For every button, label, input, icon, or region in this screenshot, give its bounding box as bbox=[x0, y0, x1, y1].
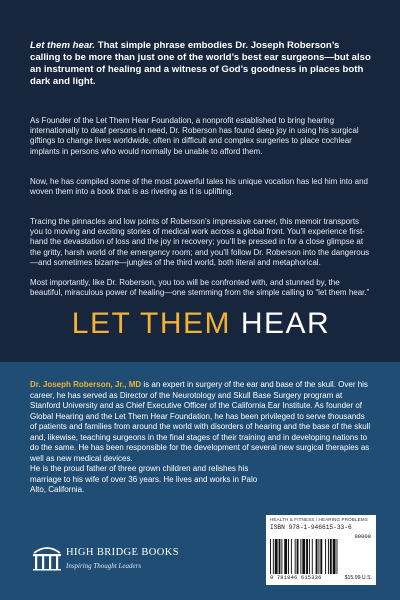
author-bio-personal: He is the proud father of three grown children and relishes his marriage to his wife of over 36 years. He lives and works in Palo Alto, California. bbox=[30, 464, 258, 494]
description-paragraph: Most importantly, like Dr. Roberson, you too will be confronted with, and stunned by, the beautiful, miraculous power of healing—one stemming from the simple calling to “let them hear.” bbox=[30, 278, 370, 298]
description-paragraph: Now, he has compiled some of the most powerful tales his unique vocation has led him into and woven them into a book that is as riveting as it is uplifting. bbox=[30, 177, 368, 197]
barcode-digits: 9 781946 615336 bbox=[270, 575, 322, 581]
author-bio bbox=[30, 380, 372, 496]
publisher-logo bbox=[32, 541, 192, 581]
price-code: 90000 bbox=[354, 533, 371, 540]
lead-paragraph bbox=[30, 40, 372, 88]
book-price: $15.99 U.S. bbox=[344, 575, 372, 581]
author-name: Dr. Joseph Roberson, Jr., MD bbox=[30, 380, 142, 389]
author-bio-text: is an expert in surgery of the ear and base of the skull. Over his career, he has served as Director of the Neurotology and Skull Base Surgery program at Stanford University and as Chief Executive Officer of the California Ear Institute. As founder of Global Hearing and the Let Them Hear Foundation, he has been privileged to serve thousands of patients and families from around the world with disorders of hearing and the base of the skull and, likewise, teaching surgeons in the final stages of their training and in developing nations to do the same. He has been responsible for the development of several new surgical therapies as well as new medical devices. bbox=[30, 380, 371, 463]
lead-emphasis: Let them hear. bbox=[30, 40, 96, 51]
description-paragraph: As Founder of the Let Them Hear Foundation, a nonprofit established to bring hearing internationally to deaf persons in need, Dr. Roberson has found deep joy in using his surgical giftings to change lives worldwide, often in difficult and complex surgeries to place cochlear implants in persons who would normally be unable to afford them. bbox=[30, 116, 359, 156]
book-title bbox=[30, 307, 372, 341]
isbn-number: ISBN 978-1-946615-33-6 bbox=[270, 524, 352, 531]
lead-text: That simple phrase embodies Dr. Joseph Roberson’s calling to be more than just one of the world’s best ear surgeons—but also an instrument of healing and a witness of God’s goodness in places both dark and light. bbox=[30, 40, 371, 87]
publisher-name: HIGH BRIDGE BOOKS bbox=[66, 547, 179, 558]
title-accent: LET THEM bbox=[71, 307, 241, 340]
publisher-tagline: Inspiring Thought Leaders bbox=[66, 562, 142, 570]
barcode-graphic bbox=[270, 539, 372, 574]
bridge-logo-icon bbox=[32, 544, 62, 572]
book-category: HEALTH & FITNESS / HEARING PROBLEMS bbox=[270, 517, 368, 522]
isbn-barcode-box bbox=[266, 515, 376, 585]
description-paragraph: Tracing the pinnacles and low points of Roberson’s impressive career, this memoir transports you to moving and exciting stories of medical work across a global front. You’ll experience first-hand the devastation of loss and the joy in recovery; you’ll be pressed in for a close glimpse at the gritty, harsh world of the emergency room; and you’ll follow Dr. Roberson into the dangerous—and sometimes bizarre—jungles of the third world, both literal and metaphorical. bbox=[30, 217, 370, 267]
title-rest: HEAR bbox=[240, 307, 331, 340]
